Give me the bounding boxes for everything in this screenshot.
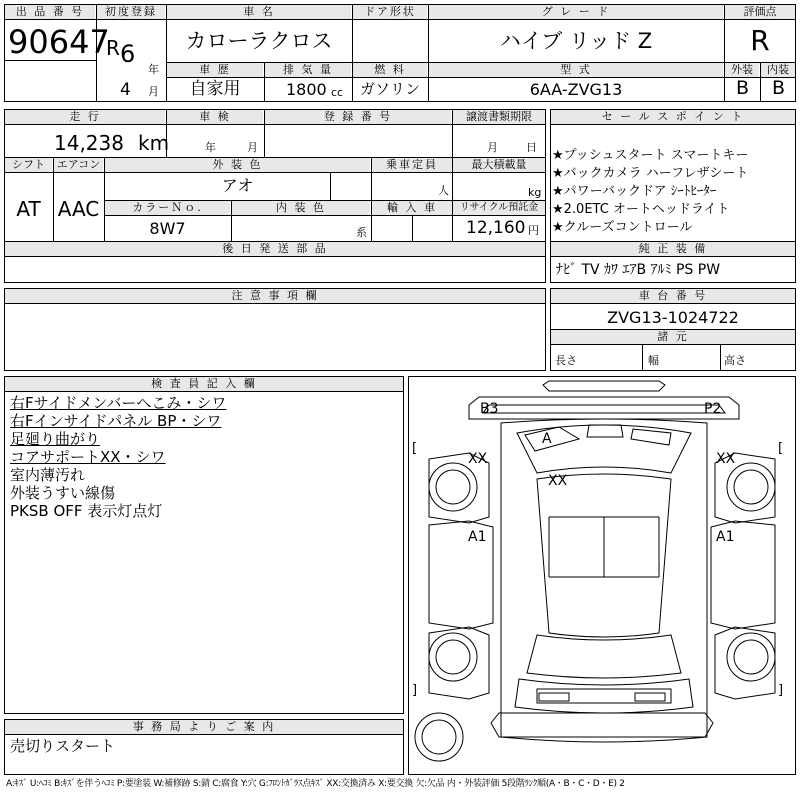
footer-legend: A:ｷｽﾞ U:ﾍｺﾐ B:ｷｽﾞを伴うﾍｺﾐ P:要塗装 W:補修跡 S:錆 C:腐食 Y:穴 G:ﾌﾛﾝﾄｶﾞﾗｽ点ｷｽﾞ XX:交換済み X:要交換 欠:欠品 内・外装評価 5段階ﾗﾝｸ順(A・B・C・D・E) 2 (6, 779, 625, 789)
capacity-unit: 人 (438, 184, 449, 197)
lot-number: 90647 (8, 23, 110, 61)
mark-a1-left: A1 (468, 529, 487, 545)
transfer-month-unit: 月 (487, 141, 498, 154)
score: R (750, 24, 770, 57)
exterior-grade-label: 外装 (725, 63, 759, 77)
sales-line-5: ★クルーズコントロール (552, 220, 693, 235)
car-name-label: 車 名 (167, 5, 351, 19)
office-label: 事 務 局 よ り ご 案 内 (5, 720, 403, 734)
import-label: 輸 入 車 (372, 201, 452, 215)
inspector-label: 検 査 員 記 入 欄 (5, 377, 403, 391)
model-label: 型 式 (429, 63, 723, 77)
car-diagram (408, 376, 796, 775)
interior-color-label: 内 装 色 (232, 201, 370, 215)
color-no-label: カラーＮｏ. (105, 201, 230, 215)
reg-no-label: 登 録 番 号 (265, 110, 451, 124)
mileage: 14,238 (54, 131, 124, 155)
mileage-label: 走 行 (5, 110, 165, 124)
car-name: カローラクロス (185, 29, 333, 53)
bracket-open-right: [ (778, 441, 784, 456)
height-label: 高さ (724, 354, 746, 367)
grade-label: グ レ ー ド (429, 5, 723, 19)
mark-xx-left: XX (468, 451, 488, 467)
equipment-label: 純 正 装 備 (551, 242, 795, 256)
notes-label: 注 意 事 項 欄 (5, 289, 545, 303)
mark-a1-right: A1 (716, 529, 735, 545)
chassis-number: ZVG13-1024722 (607, 308, 739, 327)
inspection-year-unit: 年 (205, 141, 216, 154)
sales-line-1: ★プッシュスタート スマートキー (552, 148, 749, 163)
reg-year: 6 (120, 40, 136, 68)
model: 6AA-ZVG13 (529, 80, 623, 99)
color-no: 8W7 (149, 219, 186, 238)
ac: AAC (57, 197, 100, 221)
inspector-line-6: 外装うすい線傷 (10, 484, 116, 502)
displacement-label: 排 気 量 (265, 63, 351, 77)
score-label: 評価点 (725, 5, 795, 19)
bracket-close-left: ] (412, 683, 418, 698)
inspector-line-4: コアサポートXX・シワ (10, 448, 166, 466)
equipment: ﾅﾋﾞ TV ｶﾜ ｴｱB ｱﾙﾐ PS PW (556, 262, 721, 278)
reg-month: 4 (120, 80, 131, 100)
dims-label: 諸 元 (551, 330, 795, 344)
reg-month-unit: 月 (148, 85, 159, 98)
inspector-line-2: 右Fインサイドパネル BP・シワ (10, 412, 222, 430)
length-label: 長さ (555, 354, 577, 367)
shift-label: シフト (5, 158, 52, 172)
inspection-month-unit: 月 (247, 141, 258, 154)
interior-grade-label: 内装 (761, 63, 795, 77)
era-letter: R (106, 36, 120, 60)
sales-line-4: ★2.0ETC オートヘッドライト (552, 202, 730, 217)
recycle: 12,160 (466, 218, 526, 238)
color-label: 外 装 色 (105, 158, 370, 172)
inspector-line-7: PKSB OFF 表示灯点灯 (10, 502, 163, 520)
transfer-day-unit: 日 (526, 141, 537, 154)
mark-p2: P2 (704, 401, 722, 417)
mark-xx-center: XX (548, 473, 568, 489)
shift: AT (16, 197, 41, 221)
ac-label: エアコン (54, 158, 103, 172)
bracket-open-left: [ (412, 441, 418, 456)
transfer-label: 譲渡書類期限 (453, 110, 545, 124)
recycle-unit: 円 (528, 224, 539, 237)
fuel: ガソリン (359, 80, 420, 98)
interior-color-unit: 系 (356, 226, 367, 239)
interior-grade: B (771, 77, 786, 99)
width-label: 幅 (648, 354, 659, 367)
displacement: 1800 (286, 80, 327, 99)
chassis-label: 車 台 番 号 (551, 289, 795, 303)
inspector-line-3: 足廻り曲がり (10, 430, 101, 448)
mileage-unit: km (138, 131, 170, 155)
inspection-label: 車 検 (167, 110, 263, 124)
first-reg-label: 初度登録 (97, 5, 165, 19)
mark-b3: B3 (480, 401, 499, 417)
fuel-label: 燃 料 (353, 63, 427, 77)
later-parts-label: 後 日 発 送 部 品 (5, 242, 545, 256)
recycle-label: リサイクル預託金 (453, 201, 545, 215)
exterior-grade: B (735, 77, 750, 99)
load-label: 最大積載量 (453, 158, 545, 172)
inspector-line-1: 右Fサイドメンバーへこみ・シワ (10, 394, 227, 412)
bracket-close-right: ] (778, 683, 784, 698)
mark-a: A (542, 431, 552, 447)
color: アオ (221, 176, 254, 195)
office-text: 売切りスタート (10, 737, 116, 755)
sales-label: セ ー ル ス ポ イ ン ト (551, 110, 795, 124)
mark-xx-right: XX (716, 451, 736, 467)
history-label: 車 歴 (167, 63, 263, 77)
capacity-label: 乗車定員 (372, 158, 452, 172)
history: 自家用 (189, 79, 241, 99)
lot-label: 出 品 番 号 (5, 5, 95, 19)
reg-year-unit: 年 (148, 63, 159, 76)
displacement-unit: cc (331, 86, 344, 99)
inspector-line-5: 室内薄汚れ (10, 466, 86, 484)
sales-line-2: ★バックカメラ ハーフレザシート (552, 166, 749, 181)
door-label: ドア形状 (353, 5, 427, 19)
grade: ハイブ リッド Z (499, 29, 653, 53)
load-unit: kg (528, 186, 542, 199)
sales-line-3: ★パワーバックドア ｼｰﾄﾋｰﾀｰ (552, 184, 717, 199)
